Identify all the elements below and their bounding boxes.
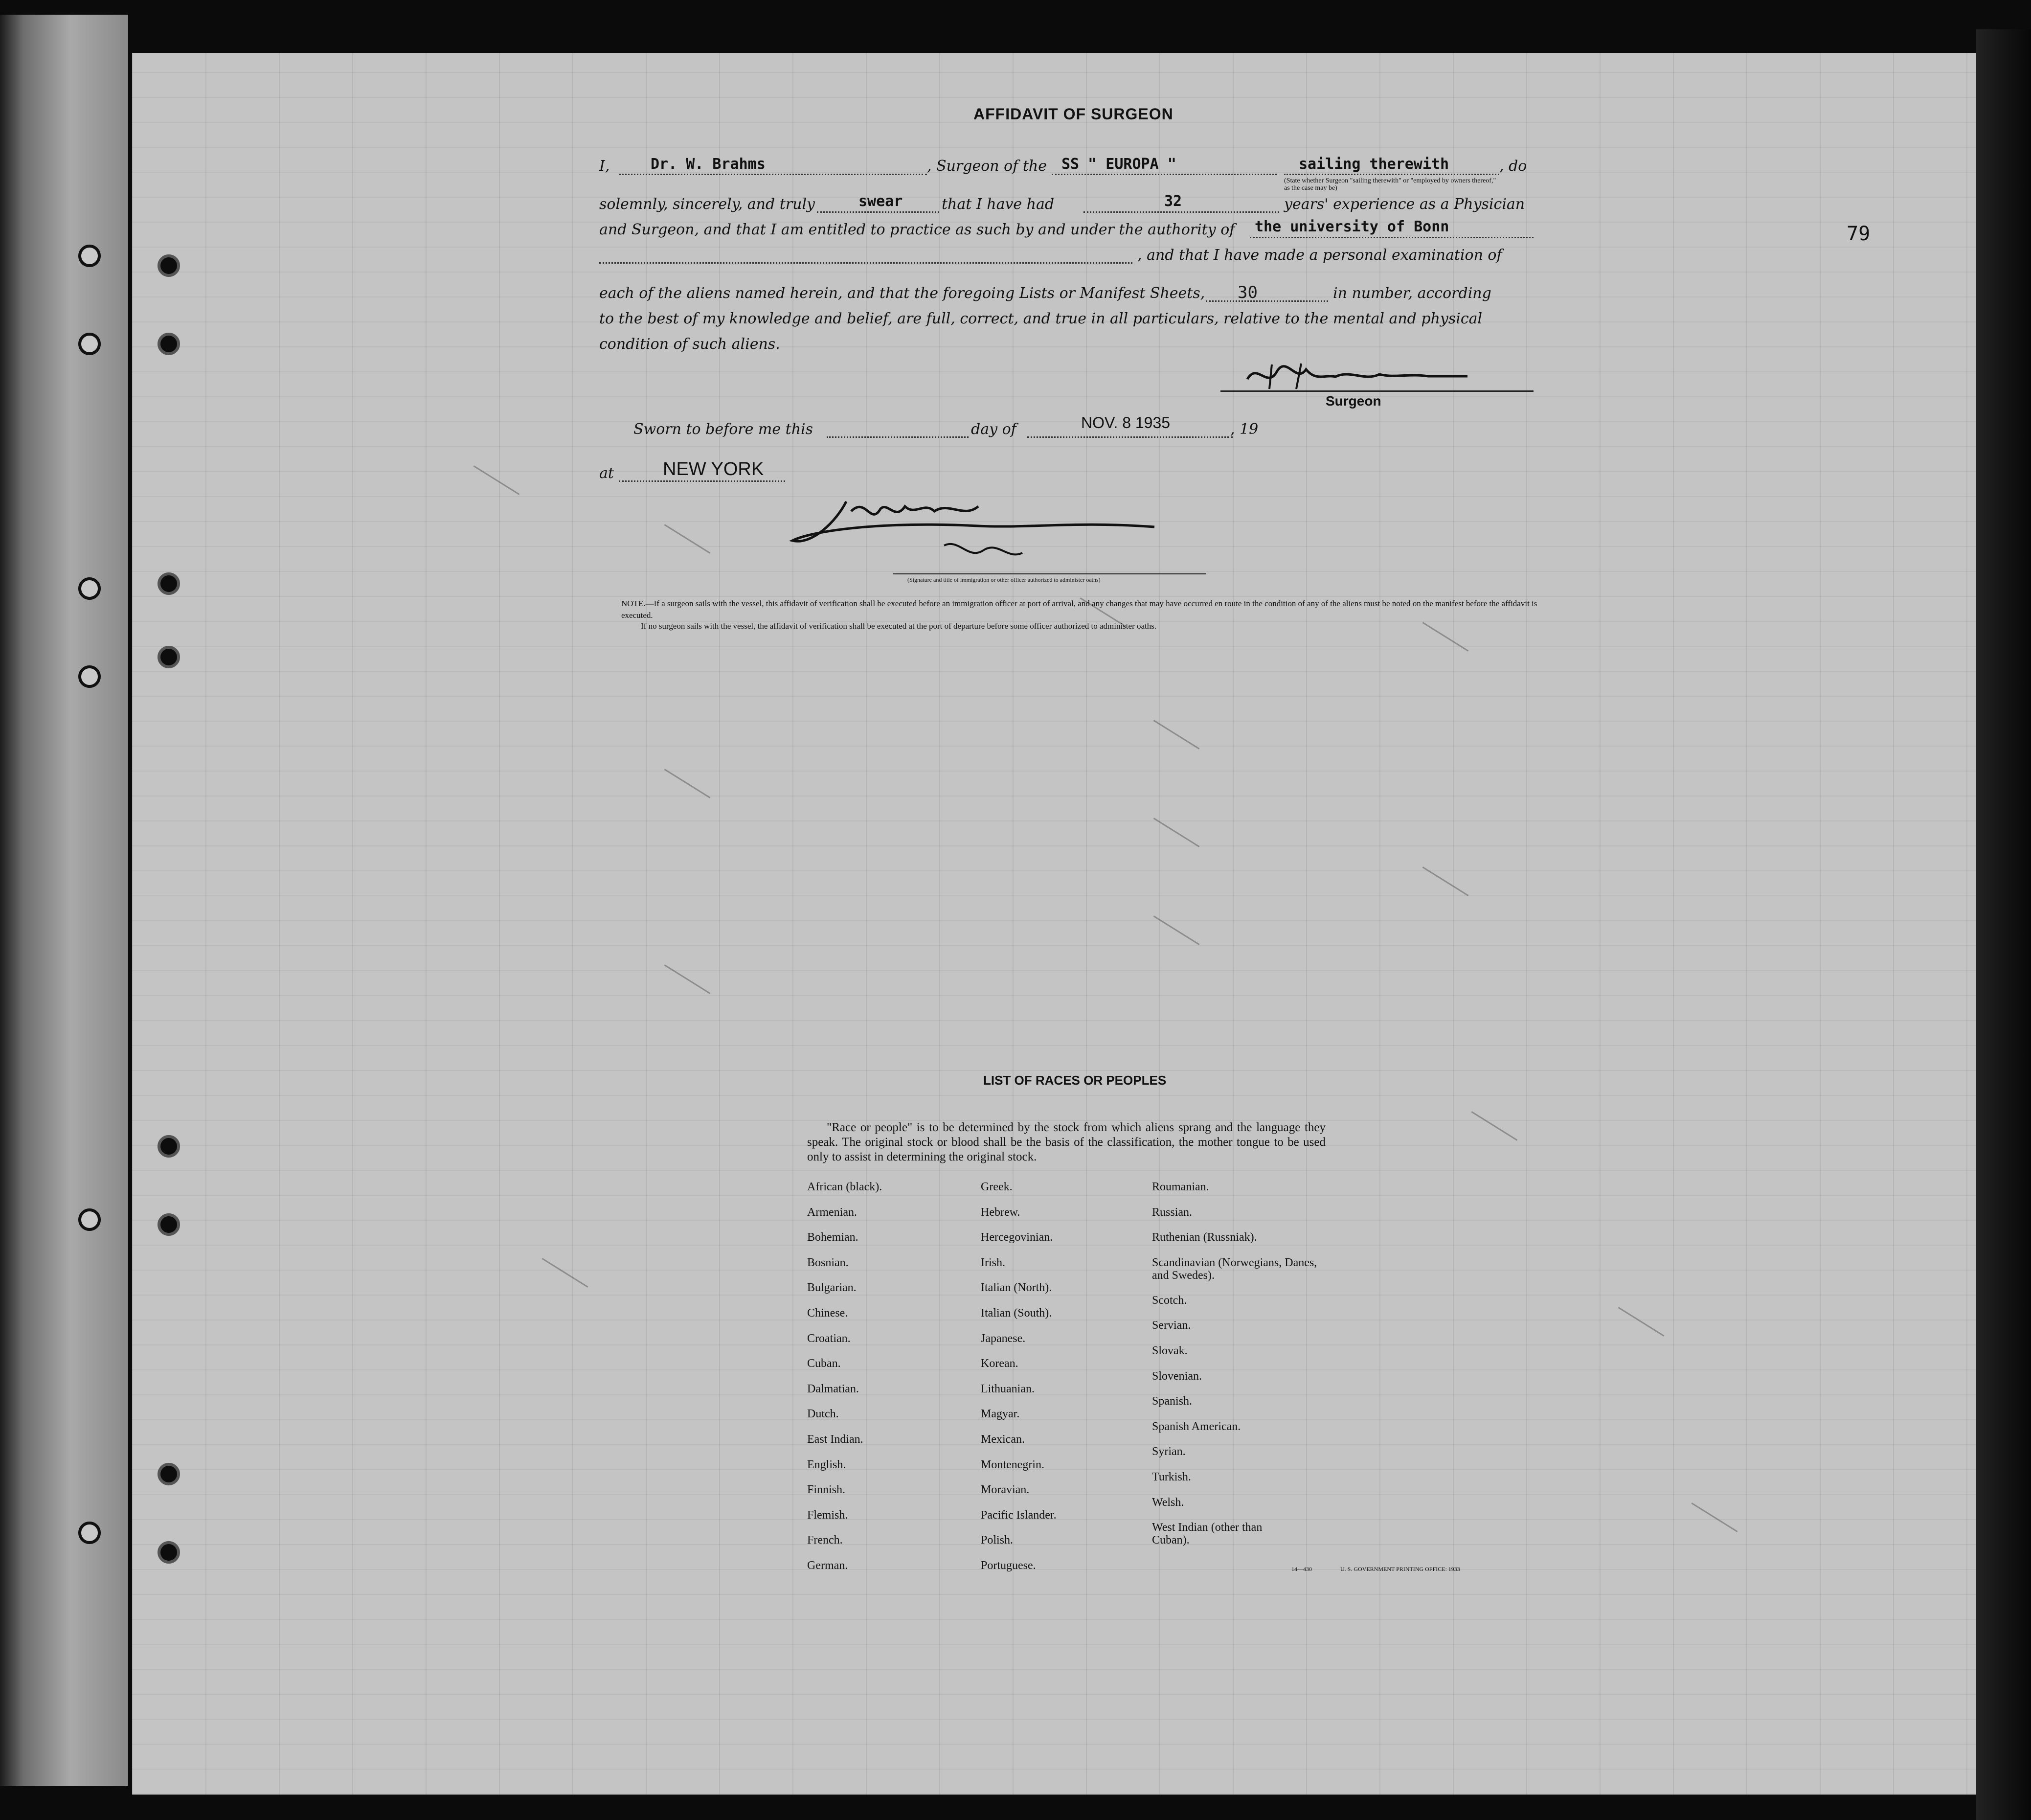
label-text: day of (971, 421, 1016, 438)
race-item: Scotch. (1152, 1294, 1187, 1307)
race-item: Greek. (981, 1181, 1013, 1193)
race-item: Moravian. (981, 1483, 1030, 1497)
binder-hole (78, 333, 101, 355)
binder-hole (78, 577, 101, 600)
race-item: English. (807, 1458, 846, 1471)
print-code: 14—430 (1291, 1566, 1312, 1572)
label-text: solemnly, sincerely, and truly (599, 196, 815, 213)
printer-imprint: U. S. GOVERNMENT PRINTING OFFICE: 1933 (1340, 1566, 1460, 1572)
oath-field: swear (858, 193, 903, 210)
sheets-field: 30 (1238, 283, 1258, 302)
race-item: Cuban. (807, 1357, 841, 1370)
race-item: Servian. (1152, 1319, 1191, 1332)
note-1: NOTE.—If a surgeon sails with the vessel, this affidavit of verification shall be executed before an immigration officer at port of arrival, and any changes that may have occurred en route in the condition of any of the aliens must be noted on the manifest before the affidavit is executed. (621, 599, 1537, 620)
races-column-2 (981, 1181, 1057, 1585)
race-item: Armenian. (807, 1206, 857, 1219)
race-item: Italian (South). (981, 1306, 1052, 1320)
label-text: Sworn to before me this (633, 421, 813, 438)
race-item: Korean. (981, 1357, 1018, 1370)
label-text: condition of such aliens. (599, 336, 780, 353)
label-text: that I have had (942, 196, 1055, 213)
race-item: Ruthenian (Russniak). (1152, 1231, 1257, 1244)
binder-ring (158, 1213, 180, 1236)
races-title: LIST OF RACES OR PEOPLES (983, 1073, 1167, 1088)
race-item: Roumanian. (1152, 1181, 1209, 1193)
race-item: Lithuanian. (981, 1382, 1035, 1395)
note-2: If no surgeon sails with the vessel, the affidavit of verification shall be executed at the port of departure before some officer authorized to administer oaths. (641, 621, 1157, 631)
race-item: Irish. (981, 1256, 1005, 1269)
race-item: Finnish. (807, 1483, 846, 1497)
race-item: Croatian. (807, 1332, 851, 1345)
officer-signature (783, 492, 1164, 575)
race-item: Flemish. (807, 1508, 848, 1522)
label-text: at (599, 465, 614, 482)
surgeon-signature (1242, 360, 1467, 394)
binder-ring (158, 1541, 180, 1564)
races-column-3 (1152, 1181, 1328, 1559)
races-intro: "Race or people" is to be determined by the stock from which aliens sprang and the language they speak. The original stock or blood shall be the basis of the classification, the mother tongue to be used only to assist in determining the original stock. (807, 1121, 1326, 1163)
race-item: Spanish. (1152, 1395, 1193, 1408)
binder-hole (78, 665, 101, 688)
binder-ring (158, 333, 180, 355)
race-item: Dutch. (807, 1408, 839, 1421)
label-text: in number, according (1333, 285, 1491, 302)
race-item: Bohemian. (807, 1231, 858, 1244)
race-item: Slovenian. (1152, 1369, 1202, 1383)
race-item: French. (807, 1534, 843, 1547)
race-item: Bulgarian. (807, 1281, 857, 1295)
label-text: each of the aliens named herein, and that the foregoing Lists or Manifest Sheets, (599, 285, 1205, 302)
surgeon-name-field: Dr. W. Brahms (651, 156, 766, 173)
races-column-1 (807, 1181, 882, 1585)
surgeon-label: Surgeon (1326, 393, 1381, 409)
race-item: Turkish. (1152, 1470, 1191, 1483)
intro-text: I, (599, 158, 610, 175)
race-item: Pacific Islander. (981, 1508, 1057, 1522)
race-item: West Indian (other than Cuban). (1152, 1521, 1263, 1547)
race-item: Hercegovinian. (981, 1231, 1053, 1244)
binder-ring (158, 572, 180, 595)
race-item: Japanese. (981, 1332, 1026, 1345)
race-item: Welsh. (1152, 1496, 1184, 1509)
label-text: , 19 (1230, 421, 1259, 438)
race-item: Chinese. (807, 1306, 848, 1320)
race-item: Russian. (1152, 1206, 1193, 1219)
officer-caption: (Signature and title of immigration or other officer authorized to administer oaths) (907, 576, 1101, 583)
vessel-name-field: SS " EUROPA " (1061, 156, 1176, 173)
label-text: , and that I have made a personal examination of (1137, 247, 1502, 264)
page-edge (1976, 29, 2031, 1820)
label-text: years' experience as a Physician (1284, 196, 1525, 213)
race-item: Polish. (981, 1534, 1014, 1547)
race-item: Syrian. (1152, 1445, 1186, 1458)
label-text: to the best of my knowledge and belief, are full, correct, and true in all particulars, relative to the mental and physical (599, 310, 1483, 327)
binder-ring (158, 1463, 180, 1485)
authority-field: the university of Bonn (1255, 218, 1449, 235)
race-item: Dalmatian. (807, 1382, 859, 1395)
binder-ring (158, 646, 180, 668)
race-item: Spanish American. (1152, 1420, 1241, 1433)
sailing-status-field: sailing therewith (1299, 156, 1449, 173)
race-item: Montenegrin. (981, 1458, 1044, 1471)
label-text: , Surgeon of the (927, 158, 1047, 175)
binder-hole (78, 1208, 101, 1231)
binder-hole (78, 1522, 101, 1544)
page-number: 79 (1847, 223, 1871, 245)
race-item: German. (807, 1559, 848, 1572)
race-item: Scandinavian (Norwegians, Danes, and Swedes). (1152, 1256, 1317, 1282)
binder-hole (78, 245, 101, 267)
binder-ring (158, 254, 180, 277)
race-item: African (black). (807, 1181, 882, 1193)
race-item: Slovak. (1152, 1344, 1188, 1357)
race-item: Italian (North). (981, 1281, 1052, 1295)
sworn-date-field: NOV. 8 1935 (1081, 414, 1171, 432)
years-field: 32 (1164, 193, 1182, 210)
affidavit-title: AFFIDAVIT OF SURGEON (973, 105, 1173, 123)
binder-ring (158, 1135, 180, 1158)
race-item: Portuguese. (981, 1559, 1036, 1572)
race-item: Hebrew. (981, 1206, 1020, 1219)
race-item: Magyar. (981, 1408, 1020, 1421)
race-item: Bosnian. (807, 1256, 849, 1269)
binding-strip (0, 15, 128, 1786)
sailing-note: (State whether Surgeon "sailing therewith" or "employed by owners thereof," as the case may be) (1284, 177, 1496, 192)
label-text: , do (1499, 158, 1527, 175)
race-item: Mexican. (981, 1433, 1025, 1446)
race-item: East Indian. (807, 1433, 863, 1446)
place-field: NEW YORK (663, 459, 764, 479)
label-text: and Surgeon, and that I am entitled to practice as such by and under the authority of (599, 221, 1235, 238)
